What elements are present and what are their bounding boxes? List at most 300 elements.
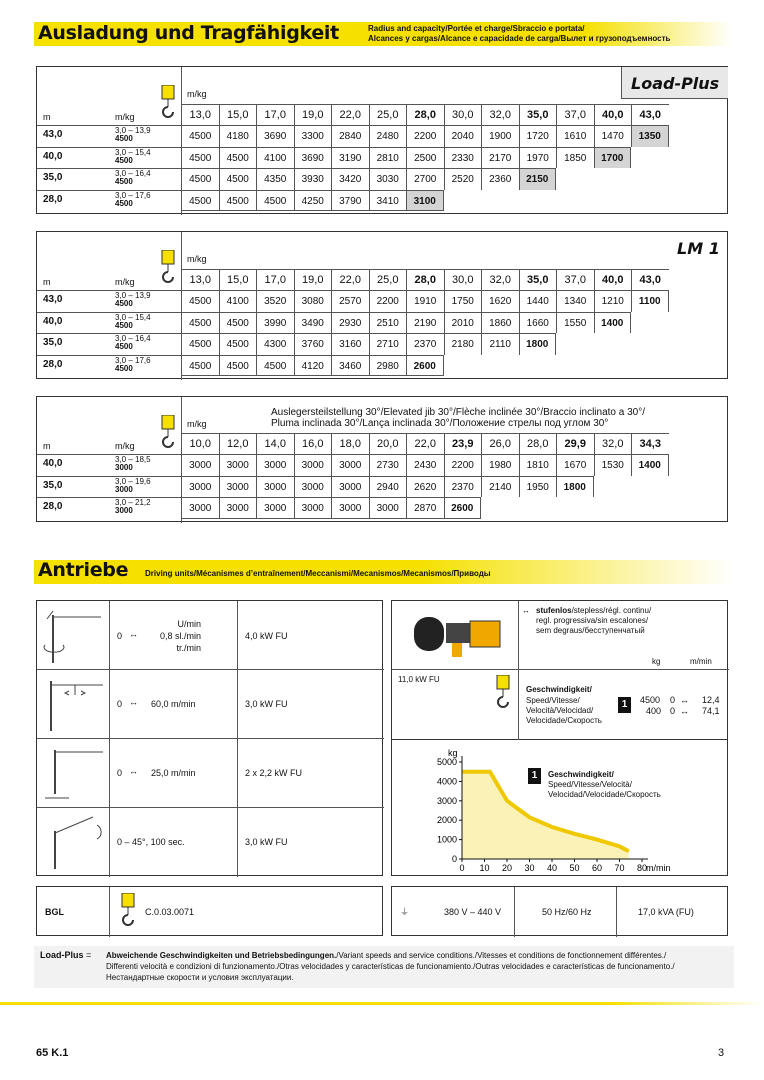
capacity-cell: 2930	[331, 312, 369, 334]
capacity-cell: 2170	[481, 147, 519, 169]
capacity-cell: 2200	[369, 290, 407, 312]
row-divider	[37, 290, 181, 291]
hoist-kg: kg	[652, 657, 661, 666]
capacity-cell: 1530	[594, 454, 632, 476]
capacity-cell: 1670	[556, 454, 594, 476]
arrow-icon: ↔	[680, 695, 689, 705]
capacity-cell: 3000	[219, 454, 257, 476]
slew-unit-3: tr./min	[176, 643, 201, 653]
capacity-cell: 1850	[556, 147, 594, 169]
hook-icon	[157, 85, 179, 130]
capacity-cell: 3930	[294, 168, 332, 190]
radius-header: 14,0	[256, 433, 294, 454]
row-divider	[37, 312, 181, 313]
capacity-cell: 2010	[444, 312, 482, 334]
row-divider	[37, 333, 181, 334]
range-label: 3,0 – 17,6	[115, 355, 151, 365]
travel-power: 2 x 2,2 kW FU	[245, 768, 303, 778]
row-divider	[37, 476, 181, 477]
capacity-label: 4500	[115, 299, 133, 308]
capacity-cell: 3000	[256, 476, 294, 498]
footer-model: 65 K.1	[36, 1047, 69, 1059]
plug-icon: ⏚	[400, 907, 410, 917]
col-m: m	[43, 112, 51, 122]
capacity-cell: 2180	[444, 333, 482, 355]
drives-sub: Driving units/Mécanismes d’entraînement/Meccanismi/Mecanismos/Mecanismos/Приводы	[145, 569, 491, 578]
chart-label-3: Velocidad/Velocidade/Скорость	[548, 790, 661, 799]
capacity-cell: 2330	[444, 147, 482, 169]
radius-header: 20,0	[369, 433, 407, 454]
y-tick-label: 1000	[436, 834, 457, 845]
arrow-icon: ↔	[680, 706, 689, 716]
trolley-zero: 0	[117, 699, 123, 709]
slew-power: 4,0 kW FU	[245, 631, 288, 641]
capacity-cell: 4500	[181, 190, 219, 212]
capacity-cell: 3410	[369, 190, 407, 212]
hoist-power: 11,0 kW FU	[398, 675, 440, 684]
crane-slewing-icon	[41, 605, 105, 670]
radius-header: 13,0	[181, 269, 219, 290]
jib-length: 40,0	[43, 458, 63, 469]
capacity-cell: 4500	[219, 333, 257, 355]
capacity-cell: 2430	[406, 454, 444, 476]
capacity-cell: 4500	[219, 168, 257, 190]
capacity-cell: 3000	[369, 497, 407, 519]
stepless-3: sem degraus/бесступенчатый	[536, 626, 645, 635]
hoist-mmin: m/min	[690, 657, 712, 666]
capacity-cell: 2700	[406, 168, 444, 190]
footnote-line-1: Abweichende Geschwindigkeiten und Betriebsbedingungen./Variant speeds and service conditions./Vitesses et conditions de fonctionnement différentes./	[106, 951, 667, 960]
slew-zero: 0	[117, 631, 123, 641]
chart-label-1: Geschwindigkeit/	[548, 770, 614, 779]
footnote-line-2: Differenti velocità e condizioni di funzionamento./Otras velocidades y características de funcionamiento./Outras velocidades e características de funcionamento./	[106, 962, 675, 971]
speed-chart	[392, 740, 729, 876]
radius-header: 18,0	[331, 433, 369, 454]
radius-header: 25,0	[369, 104, 407, 125]
capacity-cell: 3420	[331, 168, 369, 190]
radius-header: 25,0	[369, 269, 407, 290]
table2-badge: LM 1	[677, 239, 720, 258]
radius-header: 13,0	[181, 104, 219, 125]
capacity-label: 4500	[115, 363, 133, 373]
jib-length: 28,0	[43, 501, 63, 512]
radius-header: 28,0	[406, 269, 444, 290]
page-title: Ausladung und Tragfähigkeit	[38, 22, 339, 44]
capacity-cell: 2370	[406, 333, 444, 355]
capacity-cell: 4500	[219, 312, 257, 334]
capacity-cell: 3030	[369, 168, 407, 190]
capacity-cell: 3690	[256, 125, 294, 147]
radius-header: 23,9	[444, 433, 482, 454]
bgl-freq: 50 Hz/60 Hz	[542, 907, 592, 917]
radius-header: 15,0	[219, 104, 257, 125]
capacity-label: 4500	[115, 198, 133, 208]
hook-icon	[492, 675, 514, 720]
x-tick-label: 50	[569, 863, 580, 873]
capacity-cell: 3460	[331, 355, 369, 377]
capacity-cell: 4500	[219, 355, 257, 377]
bgl-code: C.0.03.0071	[145, 907, 195, 917]
capacity-cell: 2370	[444, 476, 482, 498]
radius-header: 28,0	[519, 433, 557, 454]
radius-header: 22,0	[331, 104, 369, 125]
hoist-winch-icon	[412, 611, 508, 666]
radius-header: 22,0	[406, 433, 444, 454]
stepless-1: stufenlos/stepless/régl. continu/	[536, 606, 652, 615]
radius-header: 43,0	[631, 269, 669, 290]
capacity-cell: 2620	[406, 476, 444, 498]
radius-header: 32,0	[594, 433, 632, 454]
y-tick-label: 3000	[436, 795, 457, 806]
capacity-cell: 1700	[594, 147, 632, 169]
row-divider	[37, 190, 181, 191]
capacity-label: 3000	[115, 484, 133, 494]
drives-title: Antriebe	[38, 559, 129, 581]
capacity-cell: 2150	[519, 168, 557, 190]
radius-header: 32,0	[481, 104, 519, 125]
capacity-cell: 2730	[369, 454, 407, 476]
capacity-cell: 4500	[181, 147, 219, 169]
jib-length: 28,0	[43, 358, 63, 370]
head-mkg: m/kg	[187, 89, 207, 99]
header-sub-1: Radius and capacity/Portée et charge/Sbraccio e portata/	[368, 24, 585, 33]
capacity-cell: 2570	[331, 290, 369, 312]
capacity-cell: 3760	[294, 333, 332, 355]
radius-header: 35,0	[519, 269, 557, 290]
capacity-cell: 4100	[219, 290, 257, 312]
bgl-left	[36, 886, 383, 936]
arrow-icon: ↔	[129, 629, 138, 639]
capacity-cell: 3000	[219, 476, 257, 498]
capacity-label: 4500	[115, 320, 133, 330]
table-load-plus	[36, 66, 728, 214]
hook-icon	[117, 893, 139, 938]
trolley-power: 3,0 kW FU	[245, 699, 288, 709]
drives-left-box	[36, 600, 383, 876]
range-label: 3,0 – 18,5	[115, 455, 151, 464]
hoist-speed-4: Velocidade/Скорость	[526, 716, 602, 725]
capacity-cell: 4500	[181, 290, 219, 312]
capacity-cell: 3690	[294, 147, 332, 169]
radius-header: 26,0	[481, 433, 519, 454]
radius-header: 19,0	[294, 269, 332, 290]
row-divider	[37, 497, 181, 498]
range-label: 3,0 – 19,6	[115, 476, 151, 486]
col-mkg: m/kg	[115, 441, 135, 451]
x-tick-label: 70	[614, 863, 625, 873]
table-lm1	[36, 231, 728, 379]
row-divider	[37, 125, 181, 126]
radius-header: 32,0	[481, 269, 519, 290]
range-label: 3,0 – 21,2	[115, 498, 151, 507]
range-label: 3,0 – 17,6	[115, 190, 151, 200]
capacity-cell: 2480	[369, 125, 407, 147]
radius-header: 43,0	[631, 104, 669, 125]
radius-header: 37,0	[556, 104, 594, 125]
capacity-cell: 2810	[369, 147, 407, 169]
capacity-cell: 2870	[406, 497, 444, 519]
radius-header: 35,0	[519, 104, 557, 125]
hoist-r2-zero: 0	[670, 706, 676, 716]
col-mkg: m/kg	[115, 277, 135, 287]
capacity-cell: 2600	[444, 497, 482, 519]
capacity-label: 3000	[115, 506, 133, 515]
capacity-cell: 4500	[256, 190, 294, 212]
capacity-cell: 2040	[444, 125, 482, 147]
capacity-cell: 1470	[594, 125, 632, 147]
capacity-cell: 2500	[406, 147, 444, 169]
capacity-cell: 3190	[331, 147, 369, 169]
capacity-cell: 1620	[481, 290, 519, 312]
col-m: m	[43, 277, 51, 287]
jib-length: 43,0	[43, 129, 63, 140]
capacity-cell: 4250	[294, 190, 332, 212]
capacity-cell: 2710	[369, 333, 407, 355]
capacity-cell: 1950	[519, 476, 557, 498]
radius-header: 30,0	[444, 104, 482, 125]
capacity-cell: 2840	[331, 125, 369, 147]
chart-badge: 1	[528, 768, 541, 784]
chart-box	[391, 740, 728, 876]
capacity-cell: 3000	[256, 454, 294, 476]
radius-header: 30,0	[444, 269, 482, 290]
capacity-cell: 2200	[406, 125, 444, 147]
jib-length: 40,0	[43, 150, 63, 162]
capacity-cell: 4120	[294, 355, 332, 377]
radius-header: 15,0	[219, 269, 257, 290]
footer-line	[0, 1002, 764, 1005]
capacity-cell: 3790	[331, 190, 369, 212]
stepless-arrow-icon: ↔	[522, 606, 530, 615]
jib-length: 35,0	[43, 172, 63, 183]
range-label: 3,0 – 15,4	[115, 312, 151, 322]
capacity-cell: 1800	[556, 476, 594, 498]
row-divider	[37, 454, 181, 455]
capacity-cell: 1980	[481, 454, 519, 476]
capacity-cell: 1750	[444, 290, 482, 312]
bgl-power: 17,0 kVA (FU)	[638, 907, 694, 917]
jib-length: 35,0	[43, 479, 63, 491]
jib-length: 35,0	[43, 337, 63, 348]
arrow-icon: ↔	[129, 766, 138, 776]
radius-header: 37,0	[556, 269, 594, 290]
slew-unit-2: 0,8 sl./min	[159, 631, 201, 641]
arrow-icon: ↔	[129, 697, 138, 707]
footnote-tag: Load-Plus =	[40, 950, 92, 960]
capacity-cell: 4500	[219, 190, 257, 212]
capacity-cell: 4500	[219, 147, 257, 169]
y-axis-label: kg	[448, 748, 458, 758]
capacity-cell: 3300	[294, 125, 332, 147]
speed-badge: 1	[618, 697, 631, 713]
capacity-label: 4500	[115, 134, 133, 143]
stepless-2: regl. progressiva/sin escalones/	[536, 616, 649, 625]
range-label: 3,0 – 15,4	[115, 147, 151, 157]
capacity-cell: 2190	[406, 312, 444, 334]
radius-header: 17,0	[256, 269, 294, 290]
table1-badge: Load-Plus	[631, 74, 720, 93]
x-tick-label: 30	[524, 863, 535, 873]
luffing-speed: 0 – 45°, 100 sec.	[117, 837, 185, 847]
capacity-cell: 3000	[294, 497, 332, 519]
footnote-line-3: Нестандартные скорости и условия эксплуатации.	[106, 973, 294, 982]
capacity-cell: 4500	[181, 355, 219, 377]
footer-page: 3	[718, 1047, 725, 1059]
jib-length: 43,0	[43, 294, 63, 305]
capacity-cell: 1340	[556, 290, 594, 312]
capacity-cell: 2360	[481, 168, 519, 190]
row-divider	[37, 168, 181, 169]
capacity-cell: 2520	[444, 168, 482, 190]
capacity-cell: 1550	[556, 312, 594, 334]
capacity-cell: 3100	[406, 190, 444, 212]
capacity-cell: 4500	[181, 125, 219, 147]
header-sub-2: Alcances y cargas/Alcance e capacidade de carga/Вылет и грузоподъемность	[368, 34, 671, 43]
capacity-cell: 3000	[181, 454, 219, 476]
capacity-cell: 4180	[219, 125, 257, 147]
x-axis-label: m/min	[646, 863, 671, 873]
capacity-cell: 1610	[556, 125, 594, 147]
capacity-cell: 1720	[519, 125, 557, 147]
capacity-cell: 3000	[331, 454, 369, 476]
capacity-cell: 4300	[256, 333, 294, 355]
capacity-cell: 4500	[181, 333, 219, 355]
capacity-cell: 3160	[331, 333, 369, 355]
hook-icon	[157, 250, 179, 295]
capacity-cell: 4500	[256, 355, 294, 377]
capacity-cell: 3000	[256, 497, 294, 519]
travel-speed: 25,0 m/min	[151, 768, 196, 778]
capacity-cell: 2140	[481, 476, 519, 498]
crane-luffing-icon	[41, 811, 105, 876]
capacity-cell: 1210	[594, 290, 632, 312]
y-tick-label: 4000	[436, 776, 457, 787]
capacity-cell: 4500	[181, 168, 219, 190]
head-mkg: m/kg	[187, 419, 207, 429]
hoist-speed-2: Speed/Vitesse/	[526, 696, 580, 705]
capacity-label: 4500	[115, 342, 133, 351]
hoist-r2-kg: 400	[646, 706, 662, 716]
capacity-cell: 3000	[331, 497, 369, 519]
table-elevated-jib	[36, 396, 728, 522]
hoist-r1-zero: 0	[670, 695, 676, 705]
capacity-cell: 2110	[481, 333, 519, 355]
radius-header: 10,0	[181, 433, 219, 454]
capacity-cell: 1810	[519, 454, 557, 476]
capacity-cell: 3490	[294, 312, 332, 334]
col-m: m	[43, 441, 51, 451]
capacity-label: 3000	[115, 463, 133, 472]
range-label: 3,0 – 16,4	[115, 169, 151, 178]
radius-header: 17,0	[256, 104, 294, 125]
table3-title-2: Pluma inclinada 30°/Lança inclinada 30°/Положение стрелы под углом 30°	[271, 418, 609, 429]
capacity-cell: 1660	[519, 312, 557, 334]
travel-zero: 0	[117, 768, 123, 778]
capacity-cell: 1970	[519, 147, 557, 169]
y-tick-label: 5000	[436, 757, 457, 767]
capacity-cell: 3990	[256, 312, 294, 334]
x-tick-label: 10	[479, 863, 490, 873]
bgl-voltage: 380 V – 440 V	[444, 907, 502, 917]
capacity-cell: 3520	[256, 290, 294, 312]
radius-header: 29,9	[556, 433, 594, 454]
radius-header: 40,0	[594, 269, 632, 290]
row-divider	[37, 355, 181, 356]
capacity-label: 4500	[115, 177, 133, 186]
radius-header: 28,0	[406, 104, 444, 125]
crane-travel-icon	[41, 742, 105, 807]
hoist-speed-1: Geschwindigkeit/	[526, 685, 592, 694]
range-label: 3,0 – 16,4	[115, 334, 151, 343]
capacity-cell: 3000	[331, 476, 369, 498]
col-mkg: m/kg	[115, 112, 135, 122]
capacity-cell: 2510	[369, 312, 407, 334]
radius-header: 22,0	[331, 269, 369, 290]
capacity-cell: 1800	[519, 333, 557, 355]
capacity-cell: 4500	[181, 312, 219, 334]
y-tick-label: 0	[451, 854, 457, 864]
bgl-label: BGL	[45, 907, 64, 917]
luffing-power: 3,0 kW FU	[245, 837, 288, 847]
crane-trolley-icon	[41, 673, 105, 738]
radius-header: 19,0	[294, 104, 332, 125]
capacity-cell: 1400	[594, 312, 632, 334]
x-tick-label: 80	[636, 863, 648, 873]
radius-header: 34,3	[631, 433, 669, 454]
radius-header: 16,0	[294, 433, 332, 454]
capacity-cell: 3000	[294, 476, 332, 498]
capacity-cell: 1350	[631, 125, 669, 147]
hoist-r2-v: 74,1	[702, 706, 720, 716]
jib-length: 28,0	[43, 193, 63, 205]
hoist-speed-3: Velocità/Velocidad/	[526, 706, 594, 715]
jib-length: 40,0	[43, 315, 63, 327]
hoist-r1-v: 12,4	[702, 695, 720, 705]
trolley-speed: 60,0 m/min	[151, 699, 196, 709]
capacity-cell: 3080	[294, 290, 332, 312]
capacity-cell: 1100	[631, 290, 669, 312]
range-label: 3,0 – 13,9	[115, 126, 151, 135]
capacity-cell: 2980	[369, 355, 407, 377]
row-divider	[37, 147, 181, 148]
radius-header: 12,0	[219, 433, 257, 454]
head-mkg: m/kg	[187, 254, 207, 264]
capacity-cell: 1910	[406, 290, 444, 312]
hoist-box	[391, 600, 728, 740]
capacity-cell: 3000	[181, 476, 219, 498]
radius-header: 40,0	[594, 104, 632, 125]
capacity-cell: 2200	[444, 454, 482, 476]
capacity-cell: 1440	[519, 290, 557, 312]
capacity-label: 4500	[115, 155, 133, 165]
capacity-cell: 3000	[219, 497, 257, 519]
hoist-r1-kg: 4500	[640, 695, 661, 705]
x-tick-label: 20	[501, 863, 513, 873]
range-label: 3,0 – 13,9	[115, 291, 151, 300]
table3-title-1: Auslegersteilstellung 30°/Elevated jib 30°/Flèche inclinée 30°/Braccio inclinato a 30°/	[271, 407, 645, 418]
capacity-cell: 4100	[256, 147, 294, 169]
slew-unit-1: U/min	[177, 619, 201, 629]
capacity-cell: 2940	[369, 476, 407, 498]
capacity-cell: 1860	[481, 312, 519, 334]
capacity-cell: 1900	[481, 125, 519, 147]
x-tick-label: 0	[459, 863, 465, 873]
capacity-cell: 3000	[294, 454, 332, 476]
y-tick-label: 2000	[436, 815, 457, 826]
capacity-cell: 1400	[631, 454, 669, 476]
capacity-cell: 4350	[256, 168, 294, 190]
capacity-cell: 3000	[181, 497, 219, 519]
